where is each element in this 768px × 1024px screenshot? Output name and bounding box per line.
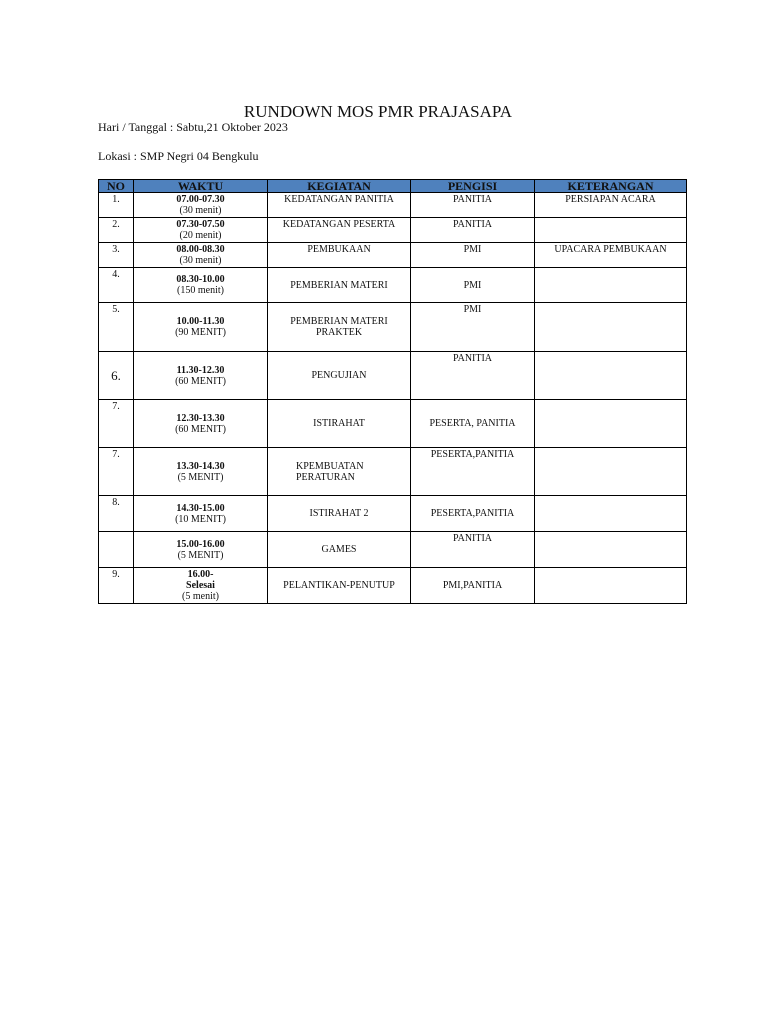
- row-note: [535, 218, 687, 243]
- row-time: 07.30-07.50: [176, 219, 225, 230]
- row-filler: PANITIA: [411, 218, 535, 243]
- row-time: 13.30-14.30: [176, 460, 225, 472]
- row-time-cell: [134, 193, 268, 218]
- row-filler: PESERTA,PANITIA: [411, 496, 535, 532]
- row-activity: PELANTIKAN-PENUTUP: [268, 568, 411, 604]
- row-filler: PMI: [411, 268, 535, 303]
- row-time: 08.30-10.00: [176, 274, 225, 285]
- row-time-cell: [134, 568, 268, 604]
- row-activity: KEDATANGAN PANITIA: [268, 193, 411, 218]
- row-time-cell: [134, 303, 268, 352]
- row-duration: (20 menit): [179, 230, 222, 241]
- row-duration: (90 MENIT): [175, 327, 226, 338]
- header-waktu: WAKTU: [134, 180, 268, 193]
- row-time: 16.00- Selesai: [186, 569, 215, 591]
- table-row: [99, 448, 687, 496]
- row-number: 8.: [99, 496, 134, 532]
- row-note: [535, 268, 687, 303]
- day-date-line: Hari / Tanggal : Sabtu,21 Oktober 2023: [98, 120, 288, 134]
- row-number: [99, 532, 134, 568]
- row-time-cell: [134, 400, 268, 448]
- row-filler: PANITIA: [411, 352, 535, 400]
- row-activity: GAMES: [268, 532, 411, 568]
- row-number: 2.: [99, 218, 134, 243]
- table-row: [99, 243, 687, 268]
- row-number: 6.: [99, 352, 134, 400]
- row-activity: KEDATANGAN PESERTA: [268, 218, 411, 243]
- row-duration: (10 MENIT): [175, 513, 226, 525]
- location-line: Lokasi : SMP Negri 04 Bengkulu: [98, 149, 259, 163]
- row-note: [535, 532, 687, 568]
- row-note: PERSIAPAN ACARA: [535, 193, 687, 218]
- row-number: 7.: [99, 448, 134, 496]
- header-no: NO: [99, 180, 134, 193]
- table-row: [99, 532, 687, 568]
- row-duration: (30 menit): [179, 205, 222, 216]
- row-activity: PEMBERIAN MATERI: [268, 268, 411, 303]
- row-activity: PEMBERIAN MATERI PRAKTEK: [268, 303, 411, 352]
- row-duration: (150 menit): [177, 285, 224, 296]
- row-filler: PMI: [411, 243, 535, 268]
- row-number: 7.: [99, 400, 134, 448]
- table-row: [99, 352, 687, 400]
- row-note: [535, 496, 687, 532]
- row-filler: PANITIA: [411, 532, 535, 568]
- row-time: 15.00-16.00: [176, 538, 225, 550]
- row-time: 08.00-08.30: [176, 244, 225, 255]
- row-activity: PENGUJIAN: [268, 352, 411, 400]
- row-duration: (5 menit): [182, 591, 219, 602]
- table-row: [99, 496, 687, 532]
- row-duration: (30 menit): [179, 255, 222, 266]
- row-note: [535, 303, 687, 352]
- row-duration: (5 MENIT): [177, 471, 224, 483]
- row-time-cell: [134, 243, 268, 268]
- row-note: [535, 400, 687, 448]
- table-row: [99, 193, 687, 218]
- row-time: 07.00-07.30: [176, 194, 225, 205]
- row-note: [535, 448, 687, 496]
- header-pengisi: PENGISI: [411, 180, 535, 193]
- row-filler: PMI: [411, 303, 535, 352]
- row-time-cell: [134, 268, 268, 303]
- row-filler: PESERTA, PANITIA: [411, 400, 535, 448]
- row-note: [535, 352, 687, 400]
- table-row: [99, 303, 687, 352]
- row-number: 4.: [99, 268, 134, 303]
- row-time: 11.30-12.30: [176, 364, 225, 376]
- header-kegiatan: KEGIATAN: [268, 180, 411, 193]
- row-activity: PEMBUKAAN: [268, 243, 411, 268]
- row-note: UPACARA PEMBUKAAN: [535, 243, 687, 268]
- row-time-cell: [134, 352, 268, 400]
- table-row: [99, 218, 687, 243]
- row-time: 14.30-15.00: [176, 502, 225, 514]
- row-number: 1.: [99, 193, 134, 218]
- row-duration: (5 MENIT): [177, 549, 224, 561]
- header-keterangan: KETERANGAN: [535, 180, 687, 193]
- rundown-table: [98, 179, 687, 604]
- table-row: [99, 268, 687, 303]
- row-time: 10.00-11.30: [176, 316, 225, 327]
- table-row: [99, 568, 687, 604]
- row-time: 12.30-13.30: [176, 412, 225, 424]
- row-number: 9.: [99, 568, 134, 604]
- row-number: 3.: [99, 243, 134, 268]
- row-filler: PESERTA,PANITIA: [411, 448, 535, 496]
- row-activity: KPEMBUATAN PERATURAN: [268, 448, 411, 496]
- table-row: [99, 400, 687, 448]
- row-duration: (60 MENIT): [175, 375, 226, 387]
- row-filler: PMI,PANITIA: [411, 568, 535, 604]
- table-header-row: [99, 180, 687, 193]
- row-note: [535, 568, 687, 604]
- row-activity: ISTIRAHAT 2: [268, 496, 411, 532]
- row-time-cell: [134, 496, 268, 532]
- row-number: 5.: [99, 303, 134, 352]
- row-time-cell: [134, 532, 268, 568]
- row-filler: PANITIA: [411, 193, 535, 218]
- row-time-cell: [134, 448, 268, 496]
- document-title: RUNDOWN MOS PMR PRAJASAPA: [243, 102, 513, 121]
- row-time-cell: [134, 218, 268, 243]
- row-duration: (60 MENIT): [175, 423, 226, 435]
- row-activity: ISTIRAHAT: [268, 400, 411, 448]
